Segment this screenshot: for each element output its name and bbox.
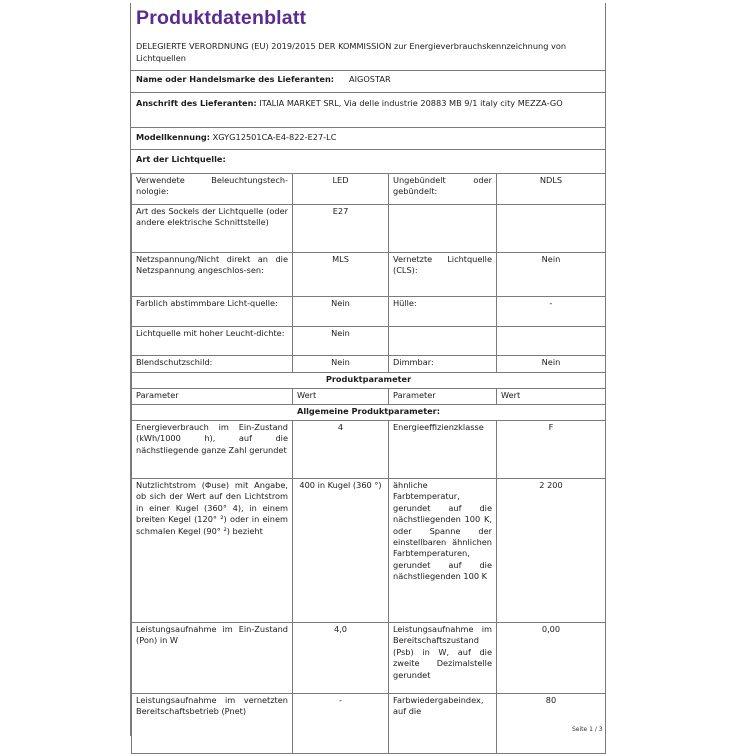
supplier-address-label: Anschrift des Lieferanten: [136,98,257,108]
cell-label: Ungebündelt oder gebündelt: [389,174,497,205]
cell-label: Energieeffizienzklasse [389,421,497,479]
divider [131,70,605,71]
cell-label: Leistungsaufnahme im Ein-Zustand (Pon) in W [132,623,293,694]
cell-label: Farblich abstimmbare Licht-quelle: [132,297,293,327]
table-row [132,205,606,253]
cell-label: Leistungsaufnahme im vernetzten Bereitschaftsbetrieb (Pnet) [132,694,293,754]
cell-label [389,327,497,356]
cell-label: Energieverbrauch im Ein-Zustand (kWh/1000 h), auf die nächstliegende ganze Zahl gerundet [132,421,293,479]
table-row [132,174,606,205]
cell-value: Nein [293,356,389,373]
light-source-type-heading: Art der Lichtquelle: [136,154,226,164]
cell-value: 0,00 [497,623,606,694]
supplier-address-value: ITALIA MARKET SRL, Via delle industrie 20883 MB 9/1 italy city MEZZA-GO [259,98,563,108]
cell-label: Lichtquelle mit hoher Leucht-dichte: [132,327,293,356]
cell-label: Verwendete Beleuchtungstech-nologie: [132,174,293,205]
cell-value: 4 [293,421,389,479]
table-row [132,327,606,356]
cell-value: Nein [293,327,389,356]
model-id-value: XGYG12501CA-E4-822-E27-LC [212,132,337,142]
cell-value: LED [293,174,389,205]
cell-label: ähnliche Farbtemperatur, gerundet auf die nächstliegenden 100 K, oder Spanne der einstellbaren ähnlichen Farbtemperaturen, gerundet auf die nächstliegenden 100 K [389,479,497,623]
cell-value: E27 [293,205,389,253]
cell-label: Dimmbar: [389,356,497,373]
cell-value: Nein [497,356,606,373]
cell-label: Art des Sockels der Lichtquelle (oder andere elektrische Schnittstelle) [132,205,293,253]
cell-value [497,205,606,253]
cell-value: Nein [497,253,606,297]
cell-label: Vernetzte Lichtquelle (CLS): [389,253,497,297]
divider [131,127,605,128]
table-row [132,356,606,373]
datasheet-page [130,3,606,736]
cell-label: Farbwiedergabeindex, auf die [389,694,497,754]
model-id-label: Modellkennung: [136,132,211,142]
cell-value [497,327,606,356]
page-number: Seite 1 / 3 [572,726,603,733]
cell-label: Netzspannung/Nicht direkt an die Netzspannung angeschlos-sen: [132,253,293,297]
table-row [132,297,606,327]
cell-label [389,205,497,253]
cell-label: Nutzlichtstrom (Φuse) mit Angabe, ob sich der Wert auf den Lichtstrom in einer Kugel (360° 4), in einem breiten Kegel (120° ²) oder in einem schmalen Kegel (90° ²) bezieht [132,479,293,623]
cell-value: 400 in Kugel (360 °) [293,479,389,623]
table-row [132,373,606,389]
cell-value: 2 200 [497,479,606,623]
table-row [132,694,606,754]
supplier-name-label: Name oder Handelsmarke des Lieferanten: [136,74,335,84]
table-row [132,421,606,479]
table-row [132,623,606,694]
cell-value: 80 [497,694,606,754]
supplier-name-value: AIGOSTAR [349,74,391,84]
table-row [132,253,606,297]
general-params-heading: Allgemeine Produktparameter: [132,405,606,421]
regulation-intro: DELEGIERTE VERORDNUNG (EU) 2019/2015 DER KOMMISSION zur Energieverbrauchskennzeichnung von Lichtquellen [136,41,567,63]
cell-value: - [293,694,389,754]
column-header: Wert [497,389,606,405]
column-header: Parameter [132,389,293,405]
product-params-heading: Produktparameter [132,373,606,389]
cell-value: F [497,421,606,479]
table-row [132,405,606,421]
column-header: Wert [293,389,389,405]
supplier-address [136,98,601,109]
cell-label: Leistungsaufnahme im Bereitschaftszustand (Psb) in W, auf die zweite Dezimalstelle gerundet [389,623,497,694]
model-id [136,132,336,143]
cell-label: Blendschutzschild: [132,356,293,373]
cell-label: Hülle: [389,297,497,327]
cell-value: MLS [293,253,389,297]
table-row [132,479,606,623]
cell-value: 4,0 [293,623,389,694]
divider [131,149,605,150]
page-title: Produktdatenblatt [136,7,307,29]
divider [131,92,605,93]
cell-value: NDLS [497,174,606,205]
column-header: Parameter [389,389,497,405]
cell-value: Nein [293,297,389,327]
spec-table [131,173,606,754]
table-header-row [132,389,606,405]
cell-value: - [497,297,606,327]
